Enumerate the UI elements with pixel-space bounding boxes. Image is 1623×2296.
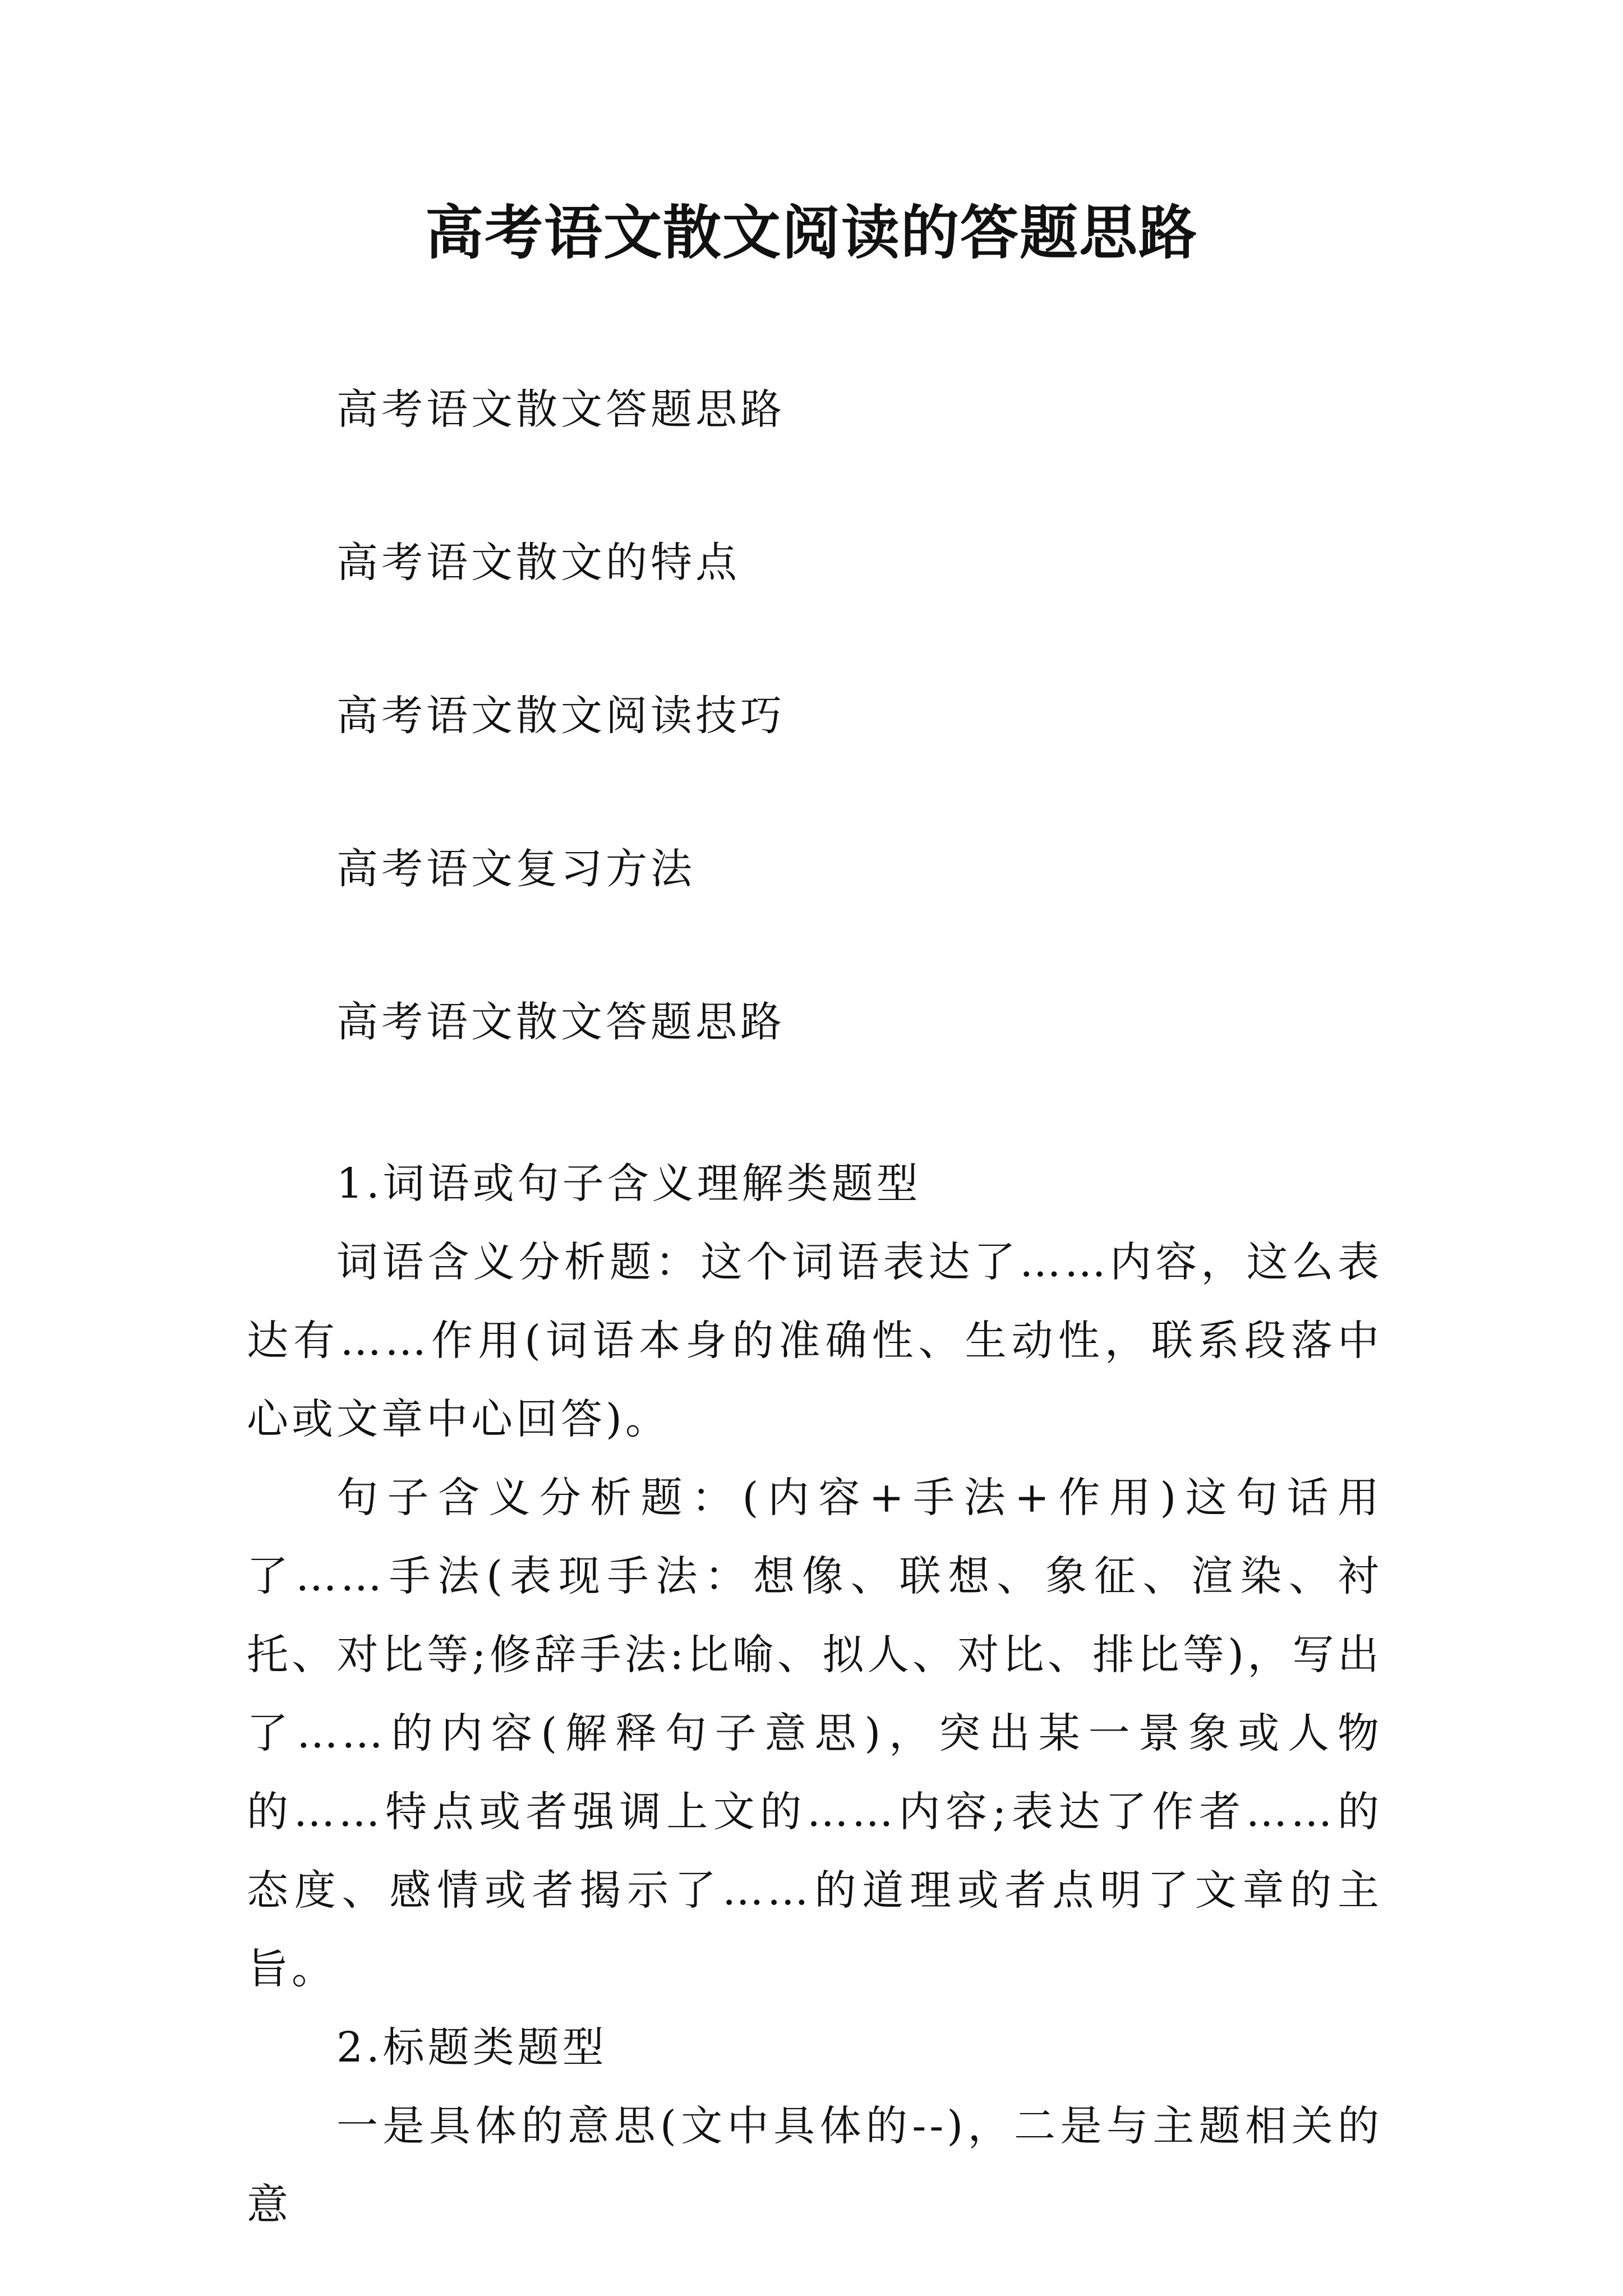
section-heading-2: 2.标题类题型 bbox=[336, 2023, 607, 2072]
document-title: 高考语文散文阅读的答题思路 bbox=[425, 199, 1198, 267]
paragraph-sentence-meaning: 句子含义分析题：(内容+手法+作用)这句话用了……手法(表现手法：想像、联想、象征、渲染、衬托、对比等;修辞手法:比喻、拟人、对比、排比等)，写出了……的内容(解释句子意思)，突出某一景象或人物的……特点或者强调上文的……内容;表达了作者……的态度、感情或者揭示了……的道理或者点明了文章的主旨。 bbox=[247, 1474, 1382, 1993]
toc-item-5: 高考语文散文答题思路 bbox=[336, 998, 785, 1046]
section-heading-1: 1.词语或句子含义理解类题型 bbox=[336, 1159, 921, 1208]
paragraph-title-type: 一是具体的意思(文中具体的--)，二是与主题相关的意 bbox=[247, 2102, 1382, 2229]
toc-item-3: 高考语文散文阅读技巧 bbox=[336, 692, 785, 740]
toc-item-4: 高考语文复习方法 bbox=[336, 845, 695, 893]
toc-item-1: 高考语文散文答题思路 bbox=[336, 385, 785, 434]
document-body bbox=[247, 1144, 1382, 2244]
paragraph-word-meaning: 词语含义分析题：这个词语表达了……内容，这么表达有……作用(词语本身的准确性、生动性，联系段落中心或文章中心回答)。 bbox=[247, 1238, 1382, 1443]
toc-item-2: 高考语文散文的特点 bbox=[336, 539, 740, 587]
